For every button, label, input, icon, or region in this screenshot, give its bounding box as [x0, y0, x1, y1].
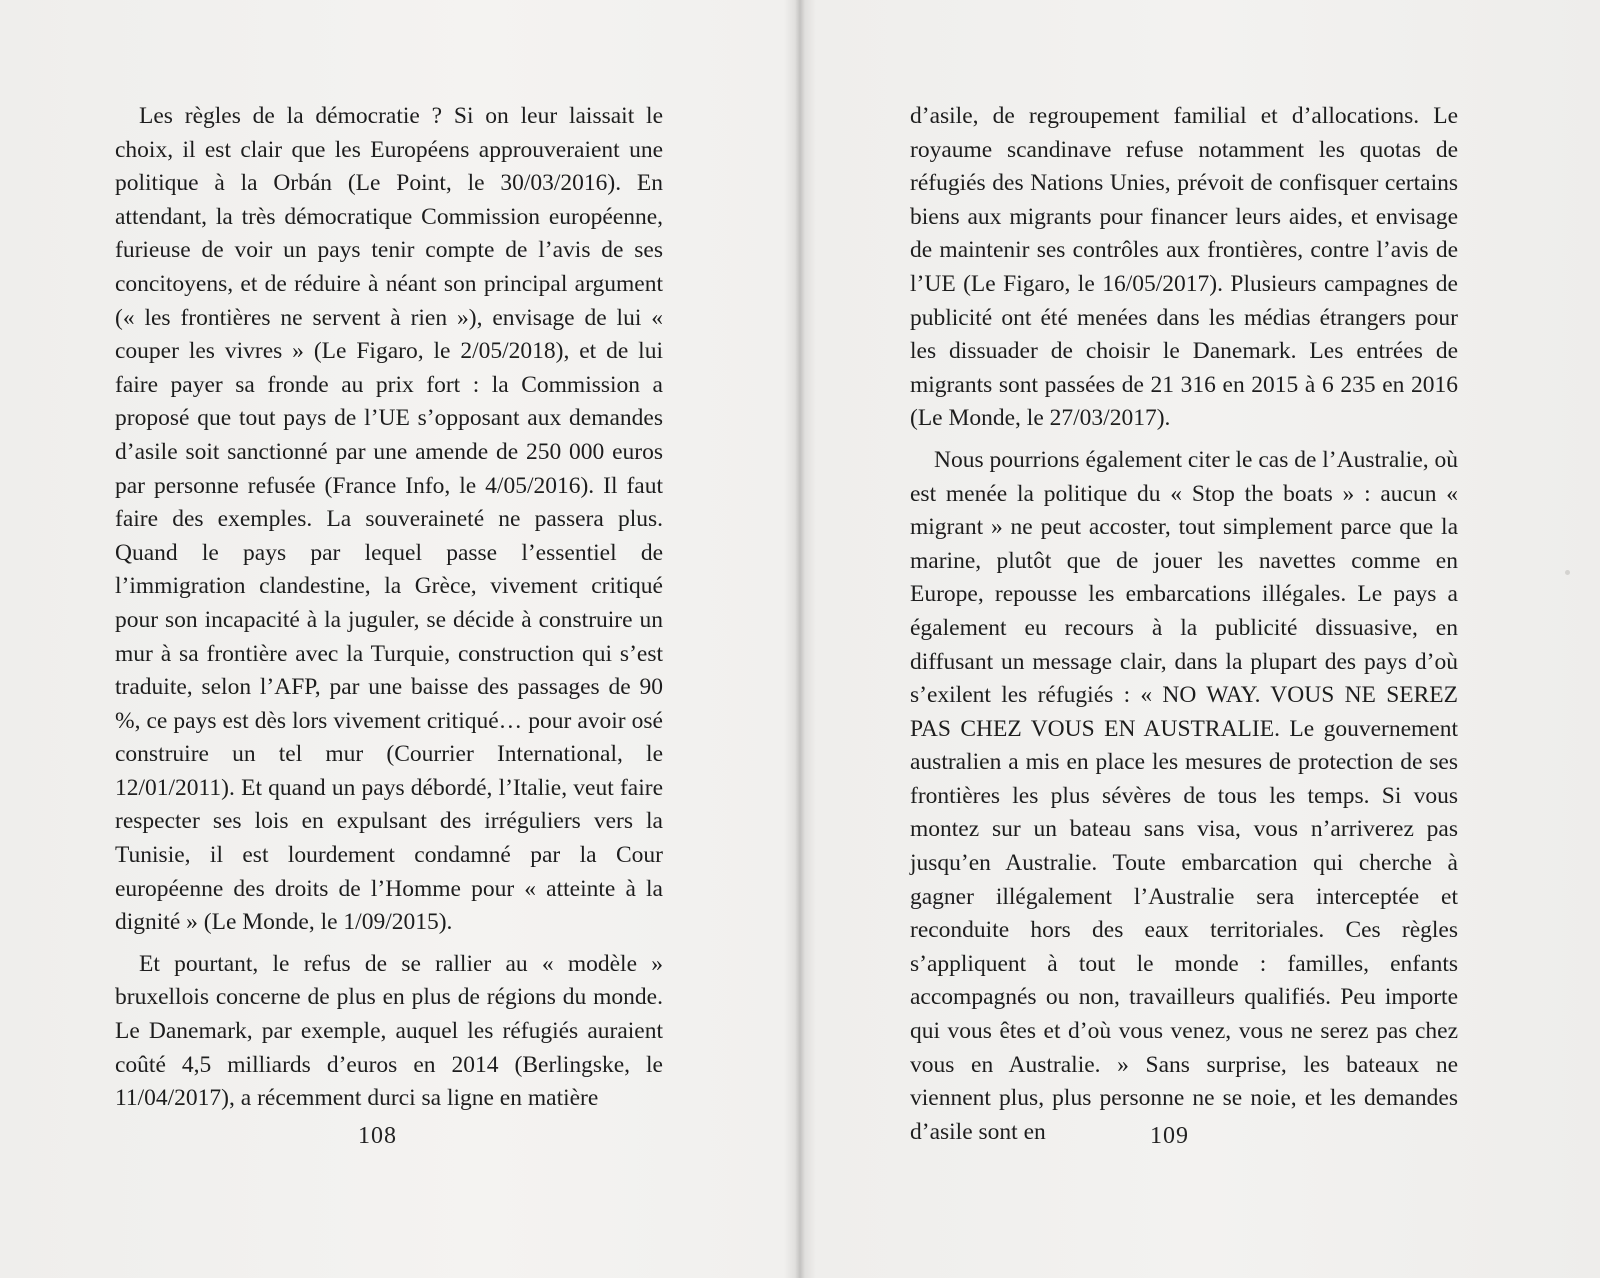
left-page-number: 108 — [358, 1123, 397, 1149]
left-page — [115, 100, 663, 1116]
paper-speck — [1565, 570, 1570, 575]
right-page — [910, 100, 1458, 1149]
right-paragraph-1: d’asile, de regroupement familial et d’allocations. Le royaume scandinave refuse notamment les quotas de réfugiés des Nations Unies, prévoit de confisquer certains biens aux migrants pour financer leurs aides, et envisage de maintenir ses contrôles aux frontières, contre l’avis de l’UE (Le Figaro, le 16/05/2017). Plusieurs campagnes de publicité ont été menées dans les médias étrangers pour les dissuader de choisir le Danemark. Les entrées de migrants sont passées de 21 316 en 2015 à 6 235 en 2016 (Le Monde, le 27/03/2017). — [910, 103, 1458, 432]
right-paragraph-2: Nous pourrions également citer le cas de l’Australie, où est menée la politique du « Stop the boats » : aucun « migrant » ne peut accoster, tout simplement parce que la marine, plutôt que de jouer les navettes comme en Europe, repousse les embarcations illégales. Le pays a également eu recours à la publicité dissuasive, en diffusant un message clair, dans la plupart des pays d’où s’exilent les réfugiés : « NO WAY. VOUS NE SEREZ PAS CHEZ VOUS EN AUSTRALIE. Le gouvernement australien a mis en place les mesures de protection de ses frontières les plus sévères de tous les temps. Si vous montez sur un bateau sans visa, vous n’arriverez pas jusqu’en Australie. Toute embarcation qui cherche à gagner illégalement l’Australie sera interceptée et reconduite hors des eaux territoriales. Ces règles s’appliquent à tout le monde : familles, enfants accompagnés ou non, travailleurs qualifiés. Peu importe qui vous êtes et d’où vous venez, vous ne serez pas chez vous en Australie. » Sans surprise, les bateaux ne viennent plus, plus personne ne se noie, et les demandes d’asile sont en — [910, 446, 1459, 1145]
right-page-number: 109 — [1150, 1123, 1189, 1149]
left-paragraph-1: Les règles de la démocratie ? Si on leur laissait le choix, il est clair que les Européens approuveraient une politique à la Orbán (Le Point, le 30/03/2016). En attendant, la très démocratique Commission européenne, furieuse de voir un pays tenir compte de l’avis de ses concitoyens, et de réduire à néant son principal argument (« les frontières ne servent à rien »), envisage de lui « couper les vivres » (Le Figaro, le 2/05/2018), et de lui faire payer sa fronde au prix fort : la Commission a proposé que tout pays de l’UE s’opposant aux demandes d’asile soit sanctionné par une amende de 250 000 euros par personne refusée (France Info, le 4/05/2016). Il faut faire des exemples. La souveraineté ne passera plus. Quand le pays par lequel passe l’essentiel de l’immigration clandestine, la Grèce, vivement critiqué pour son incapacité à la juguler, se décide à construire un mur à sa frontière avec la Turquie, construction qui s’est traduite, selon l’AFP, par une baisse des passages de 90 %, ce pays est dès lors vivement critiqué… pour avoir osé construire un tel mur (Courrier International, le 12/01/2011). Et quand un pays débordé, l’Italie, veut faire respecter ses lois en expulsant des irréguliers vers la Tunisie, il est lourdement condamné par la Cour européenne des droits de l’Homme pour « atteinte à la dignité » (Le Monde, le 1/09/2015). — [115, 103, 663, 936]
left-paragraph-2: Et pourtant, le refus de se rallier au « modèle » bruxellois concerne de plus en plus de régions du monde. Le Danemark, par exemple, auquel les réfugiés auraient coûté 4,5 milliards d’euros en 2014 (Berlingske, le 11/04/2017), a récemment durci sa ligne en matière — [115, 950, 663, 1112]
right-page-text — [910, 100, 1458, 1149]
left-page-text — [115, 100, 663, 1116]
book-gutter — [795, 0, 805, 1278]
